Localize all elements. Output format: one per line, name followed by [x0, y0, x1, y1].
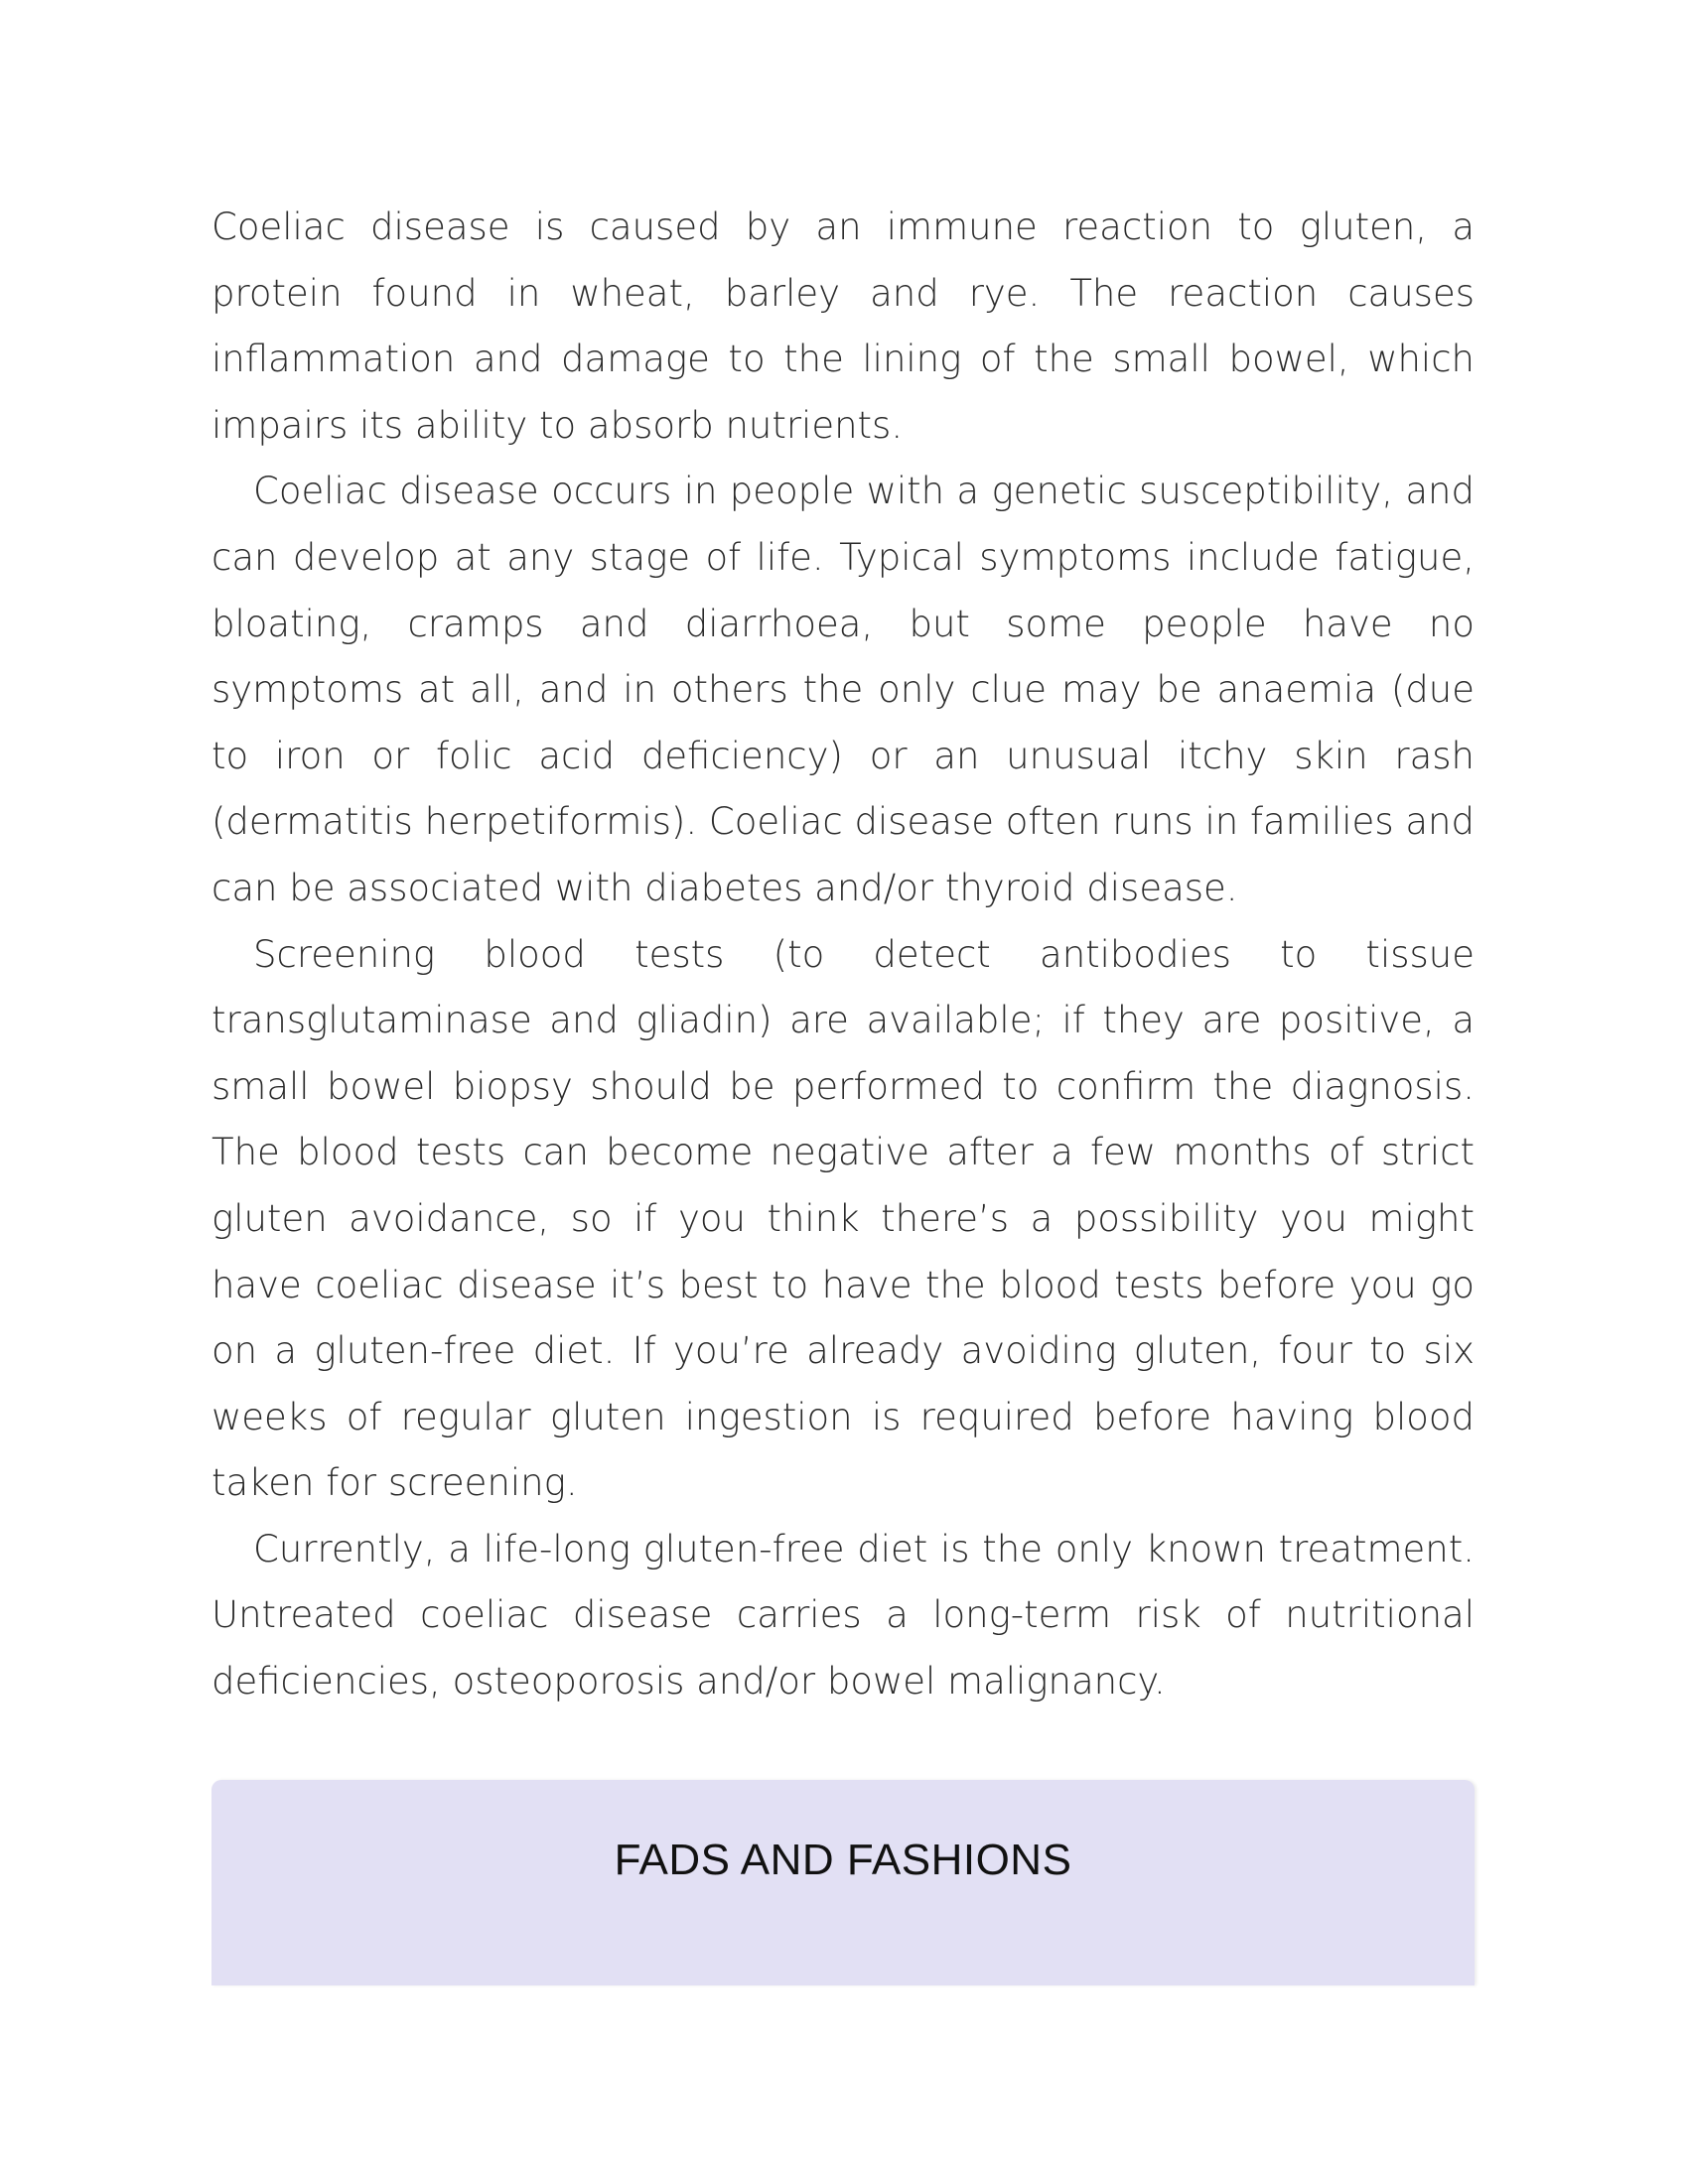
paragraph-4: Currently, a life-long gluten-free diet is the only known treatment. Untreated coeliac disease carries a long-term risk of nutritional deficiencies, osteoporosis and/or bowel malignancy.: [211, 1527, 1475, 1704]
paragraph-3: Screening blood tests (to detect antibodies to tissue transglutaminase and gliadin) are available; if they are positive, a small bowel biopsy should be performed to confirm the diagnosis. The blood tests can become negative after a few months of strict gluten avoidance, so if you think there’s a possibility you might have coeliac disease it’s best to have the blood tests before you go on a gluten-free diet. If you’re already avoiding gluten, four to six weeks of regular gluten ingestion is required before having blood taken for screening.: [211, 932, 1475, 1505]
callout-title: FADS AND FASHIONS: [614, 1836, 1072, 1884]
callout-box: [211, 1780, 1475, 1985]
paragraph-2: Coeliac disease occurs in people with a genetic susceptibility, and can develop at any stage of life. Typical symptoms include fatigue, bloating, cramps and diarrhoea, but some people have no symptoms at all, and in others the only clue may be anaemia (due to iron or folic acid deficiency) or an unusual itchy skin rash (dermatitis herpetiformis). Coeliac disease often runs in families and can be associated with diabetes and/or thyroid disease.: [211, 470, 1475, 909]
paragraph-1: Coeliac disease is caused by an immune reaction to gluten, a protein found in wheat, barley and rye. The reaction causes inflammation and damage to the lining of the small bowel, which impairs its ability to absorb nutrients.: [211, 205, 1475, 447]
body-text: [211, 195, 1475, 1715]
